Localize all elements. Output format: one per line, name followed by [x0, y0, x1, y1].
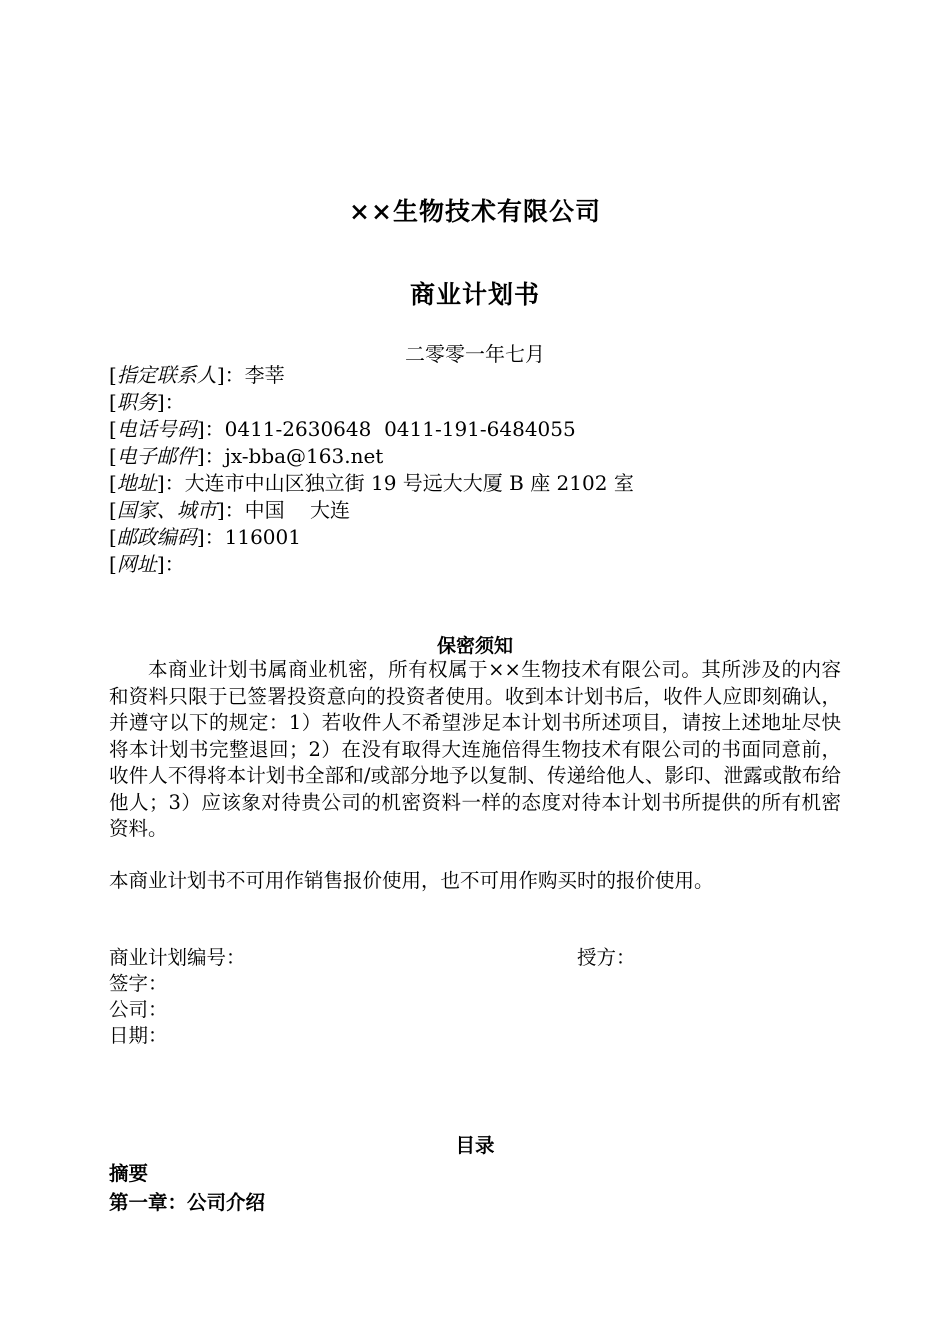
confidentiality-body: 本商业计划书属商业机密，所有权属于××生物技术有限公司。其所涉及的内容和资料只限于已签署投资意向的投资者使用。收到本计划书后，收件人应即刻确认，并遵守以下的规定：1）若收件人不希望涉足本计划书所述项目，请按上述地址尽快将本计划书完整退回；2）在没有取得大连施倍得生物技术有限公司的书面同意前，收件人不得将本计划书全部和/或部分地予以复制、传递给他人、影印、泄露或散布给他人；3）应该象对待贵公司的机密资料一样的态度对待本计划书所提供的所有机密资料。: [109, 658, 841, 840]
contact-value: 116001: [224, 525, 301, 549]
company-label: 公司：: [109, 998, 168, 1021]
plan-number-label: 商业计划编号：: [109, 946, 246, 969]
document-date: 二零零一年七月: [405, 342, 545, 366]
toc-title: 目录: [455, 1134, 495, 1157]
confidentiality-title: 保密须知: [436, 635, 513, 657]
contact-row-address: [地址]：大连市中山区独立街 19 号远大大厦 B 座 2102 室: [109, 471, 634, 495]
contact-row-phone: [电话号码]：0411-2630648 0411-191-6484055: [109, 417, 576, 441]
toc-item[interactable]: 第一章：公司介绍: [109, 1191, 266, 1214]
grantor-label: 授方：: [577, 946, 636, 969]
contact-row-email: [电子邮件]：jx-bba@163.net: [109, 444, 384, 468]
signature-row-date: [109, 1023, 849, 1049]
contact-value: 李莘: [244, 363, 285, 387]
contact-label: 国家、城市: [116, 498, 217, 522]
contact-label: 电子邮件: [116, 444, 197, 468]
contact-row-position: [职务]：: [109, 390, 185, 414]
contact-row-postal-code: [邮政编码]：116001: [109, 525, 301, 549]
contact-label: 指定联系人: [116, 363, 217, 387]
toc-item[interactable]: 摘要: [109, 1162, 149, 1185]
date-label: 日期：: [109, 1024, 168, 1047]
signature-row-plan-number: [109, 945, 849, 971]
signature-block: [109, 945, 849, 1049]
signature-row-sign: [109, 971, 849, 997]
contact-row-contact-person: [指定联系人]：李莘: [109, 363, 285, 387]
signature-row-company: [109, 997, 849, 1023]
company-title: ××生物技术有限公司: [349, 197, 601, 226]
contact-row-country-city: [国家、城市]：中国 大连: [109, 498, 351, 522]
contact-label: 网址: [116, 552, 157, 576]
confidentiality-note: 本商业计划书不可用作销售报价使用，也不可用作购买时的报价使用。: [109, 869, 714, 892]
contact-value: 0411-2630648 0411-191-6484055: [224, 417, 576, 441]
contact-row-website: [网址]：: [109, 552, 185, 576]
contact-info-block: [109, 362, 849, 578]
contact-label: 职务: [116, 390, 157, 414]
toc-list: [109, 1159, 849, 1217]
sign-label: 签字：: [109, 972, 168, 995]
contact-value: 大连市中山区独立街 19 号远大大厦 B 座 2102 室: [184, 471, 634, 495]
contact-label: 电话号码: [116, 417, 197, 441]
document-title: 商业计划书: [409, 280, 540, 309]
contact-value: jx-bba@163.net: [224, 444, 384, 468]
contact-label: 邮政编码: [116, 525, 197, 549]
contact-value: 中国 大连: [244, 498, 351, 522]
contact-label: 地址: [116, 471, 157, 495]
